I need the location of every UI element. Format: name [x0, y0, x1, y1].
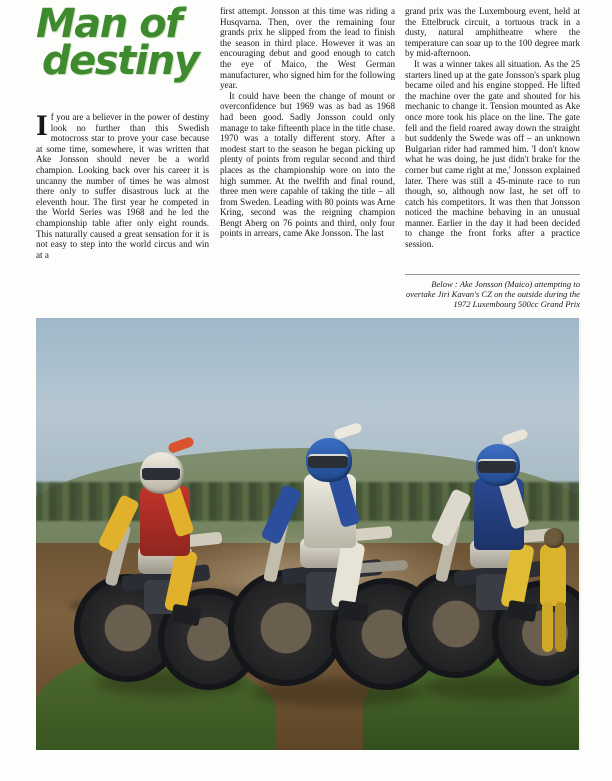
- body-column-2: [220, 6, 395, 239]
- leg: [555, 602, 566, 652]
- photo-caption: Below : Ake Jonsson (Maico) attempting to overtake Jiri Kavan's CZ on the outside during the 1972 Luxembourg 500cc Grand Prix: [405, 274, 580, 310]
- spectator-right: [534, 528, 580, 658]
- drop-cap: I: [36, 109, 48, 142]
- helmet-peak: [167, 436, 195, 454]
- arm: [97, 494, 140, 553]
- helmet-peak: [333, 422, 363, 440]
- head: [544, 528, 564, 548]
- photo-edge: [579, 318, 581, 750]
- helmet-peak: [501, 428, 529, 446]
- paragraph: [36, 109, 209, 260]
- goggles: [142, 466, 180, 480]
- body-column-1: [36, 109, 209, 260]
- motocross-race-photograph: [36, 318, 581, 750]
- arm: [260, 484, 302, 545]
- body-column-3: [405, 6, 580, 250]
- leg: [542, 602, 553, 652]
- torso: [540, 544, 566, 606]
- page-title: [36, 1, 236, 84]
- goggles: [478, 459, 516, 473]
- arm: [430, 488, 472, 547]
- paragraph: It could have been the change of mount or overconfidence but 1969 was as bad as 1968 had been good. Sadly Jonsson could only manage to take fifteenth place in the title chase. 1970 was a totally different story. After a modest start to the season he began picking up plenty of points from regular second and third places as the championship wore on into the high summer. At the twelfth and final round, three men were capable of taking the title – all from Sweden. Leading with 80 points was Arne Kring, second was the reigning champion Bengt Aberg on 76 points and third, only four points in arrears, came Ake Jonsson. The last: [220, 90, 395, 239]
- paragraph: It was a winner takes all situation. As the 25 starters lined up at the gate Jonsson's spark plug became oiled and his engine stopped. He lifted the machine over the gate and shouted for his mechanic to change it. Tension mounted as Ake once more took his place on the line. The gate fell and the field roared away down the straight but suddenly the Swede was off – an unknown Bulgarian rider had rammed him. 'I don't know what he was doing, he just didn't brake for the corner but came right at me,' Jonsson explained later. There was still a 45-minute race to run though, so, although now last, he set off to catch his competitors. It was then that Jonsson noticed the machine behaving in an unusual manner. Earlier in the day it had been decided to change the front forks after a practice session.: [405, 58, 580, 250]
- goggles: [308, 454, 348, 468]
- paragraph: first attempt. Jonsson at this time was riding a Husqvarna. Then, over the remaining four grands prix he slipped from the lead to finish the season in third place. However it was an encouraging debut and good enough to catch the eye of Maico, the West German manufacturer, who signed him for the following year.: [220, 6, 395, 91]
- paragraph: grand prix was the Luxembourg event, held at the Ettelbruck circuit, a tortuous track in a dusty, natural amphitheatre where the temperature can soar up to the 100 degree mark by mid-afternoon.: [405, 6, 580, 59]
- headline-line-1: Man of: [36, 1, 182, 47]
- paragraph-text: f you are a believer in the power of destiny look no further than this Swedish motocross star to prove your case because at some time, somewhere, it was written that Ake Jonsson should never be a world champion. Looking back over his career it is uncanny the number of times he was almost there only to suffer disastrous luck at the eleventh hour. The first year he competed in the World Series was 1968 and he led the championship table after only eight rounds. This naturally caused a great sensation for it is not easy to step into the world circus and win at a: [36, 112, 209, 260]
- headline-line-2: destiny: [42, 37, 199, 84]
